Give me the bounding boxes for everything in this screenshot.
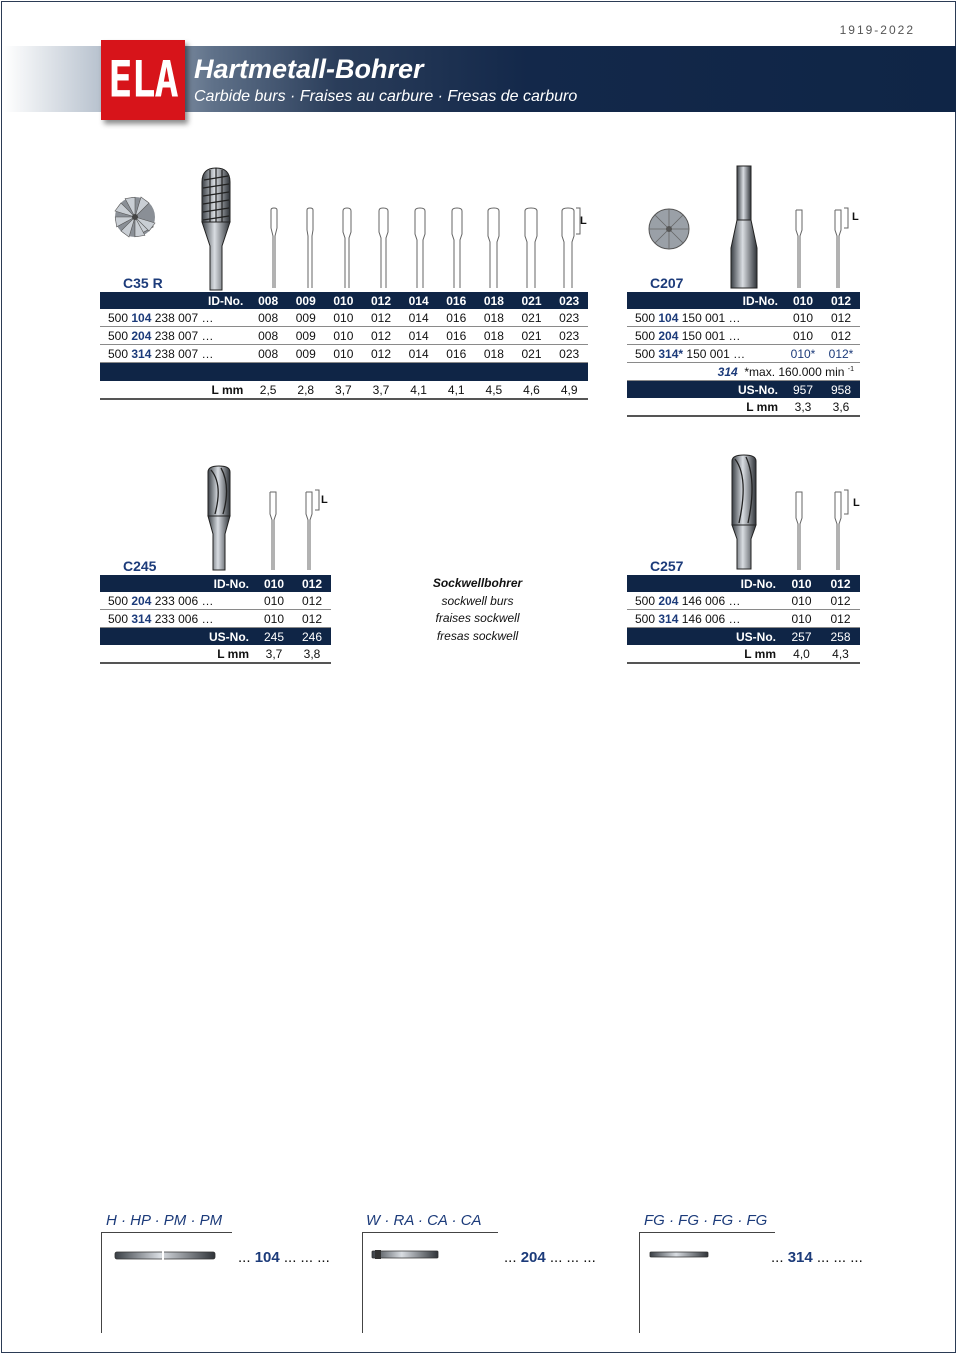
table-row [627, 327, 860, 345]
size-cell: 018 [475, 292, 513, 309]
l-value: 2,5 [249, 381, 287, 399]
us-no-label: US-No. [627, 381, 784, 399]
l-value: 3,3 [784, 398, 822, 416]
shank-types-104: H · HP · PM · PM [106, 1212, 223, 1229]
l-mm-label: L mm [100, 645, 255, 663]
value-cell: 010 [325, 309, 363, 327]
c35r-l-marker: L [580, 215, 587, 227]
value-cell: 023 [550, 327, 588, 345]
contra-angle-shank-image [372, 1249, 442, 1261]
shank-bracket-314 [639, 1232, 775, 1333]
l-mm-row [627, 645, 860, 663]
shank-code-314: ... 314 ... ... ... [771, 1249, 863, 1266]
c35r-table [100, 292, 588, 400]
l-value: 4,1 [437, 381, 475, 399]
value-cell: 010 [255, 592, 293, 610]
friction-grip-shank-image [650, 1250, 712, 1260]
size-cell: 012 [821, 575, 860, 592]
size-cell: 014 [400, 292, 438, 309]
c35r-blank-bar [100, 363, 588, 382]
value-cell: 014 [400, 345, 438, 363]
ela-logo [101, 40, 185, 120]
value-cell: 023 [550, 345, 588, 363]
c207-top-view-image [647, 207, 691, 251]
value-cell: 012 [821, 592, 860, 610]
c257-table [627, 575, 860, 664]
value-cell: 016 [437, 327, 475, 345]
size-cell: 010 [784, 292, 822, 309]
value-cell: 012 [821, 610, 860, 628]
size-cell: 010 [325, 292, 363, 309]
size-cell: 012 [293, 575, 331, 592]
article-number: 500 104 238 007 … [100, 309, 249, 327]
value-cell: 012* [822, 345, 860, 363]
value-cell: 009 [287, 309, 325, 327]
c35r-id-header-row [100, 292, 588, 309]
l-value: 4,0 [782, 645, 821, 663]
us-value: 957 [784, 381, 822, 399]
us-no-row [100, 628, 331, 646]
logo-text: ELA [108, 51, 178, 109]
l-value: 3,8 [293, 645, 331, 663]
c245-size-outlines [258, 488, 328, 572]
size-cell: 009 [287, 292, 325, 309]
page-subtitle: Carbide burs · Fraises au carbure · Fresas de carburo [194, 88, 578, 105]
size-cell: 016 [437, 292, 475, 309]
c245-l-marker: L [321, 494, 328, 506]
value-cell: 012 [822, 309, 860, 327]
l-mm-label: L mm [100, 381, 249, 399]
value-cell: 012 [822, 327, 860, 345]
table-row [627, 610, 860, 628]
table-row [100, 309, 588, 327]
l-value: 4,5 [475, 381, 513, 399]
value-cell: 014 [400, 309, 438, 327]
speed-note-row [627, 363, 860, 381]
value-cell: 021 [513, 309, 551, 327]
value-cell: 012 [362, 309, 400, 327]
l-value: 4,9 [550, 381, 588, 399]
size-cell: 010 [782, 575, 821, 592]
article-number: 500 204 238 007 … [100, 327, 249, 345]
value-cell: 023 [550, 309, 588, 327]
table-row [100, 345, 588, 363]
value-cell: 012 [362, 345, 400, 363]
sockwell-es: fresas sockwell [436, 628, 519, 643]
value-cell: 012 [362, 327, 400, 345]
c35r-label: C35 R [123, 275, 163, 291]
value-cell: 012 [293, 592, 331, 610]
table-row [100, 610, 331, 628]
value-cell: 012 [293, 610, 331, 628]
us-no-row [627, 381, 860, 399]
value-cell: 010 [255, 610, 293, 628]
c245-id-header-row [100, 575, 331, 592]
article-number: 500 104 150 001 … [627, 309, 784, 327]
c245-label: C245 [123, 558, 157, 574]
speed-note: 314 *max. 160.000 min $^{-1}$ [627, 363, 860, 381]
value-cell: 008 [249, 345, 287, 363]
c207-l-marker: L [852, 211, 859, 223]
value-cell: 008 [249, 327, 287, 345]
l-mm-label: L mm [627, 398, 784, 416]
l-value: 2,8 [287, 381, 325, 399]
l-mm-row [100, 645, 331, 663]
us-no-label: US-No. [100, 628, 255, 646]
value-cell: 010 [784, 309, 822, 327]
size-cell: 012 [822, 292, 860, 309]
size-cell: 008 [249, 292, 287, 309]
value-cell: 009 [287, 327, 325, 345]
table-row [627, 309, 860, 327]
l-mm-row [100, 381, 588, 399]
article-number: 500 314 238 007 … [100, 345, 249, 363]
id-header: ID-No. [100, 575, 255, 592]
article-number: 500 204 150 001 … [627, 327, 784, 345]
c245-table [100, 575, 331, 664]
id-header: ID-No. [100, 292, 249, 309]
value-cell: 018 [475, 345, 513, 363]
c245-bur-image [203, 464, 235, 572]
value-cell: 016 [437, 309, 475, 327]
l-value: 3,7 [362, 381, 400, 399]
page-title: Hartmetall-Bohrer [194, 54, 424, 84]
value-cell: 021 [513, 345, 551, 363]
sockwell-description [400, 575, 555, 645]
c207-table [627, 292, 860, 417]
c257-label: C257 [650, 558, 684, 574]
value-cell: 010* [784, 345, 822, 363]
l-mm-row [627, 398, 860, 416]
size-cell: 023 [550, 292, 588, 309]
us-value: 958 [822, 381, 860, 399]
id-header: ID-No. [627, 575, 782, 592]
us-value: 246 [293, 628, 331, 646]
handpiece-shank-image [115, 1250, 220, 1262]
value-cell: 018 [475, 309, 513, 327]
us-value: 258 [821, 628, 860, 646]
c207-bur-image [727, 164, 761, 290]
value-cell: 021 [513, 327, 551, 345]
shank-code-204: ... 204 ... ... ... [504, 1249, 596, 1266]
c207-id-header-row [627, 292, 860, 309]
shank-code-104: ... 104 ... ... ... [238, 1249, 330, 1266]
size-cell: 012 [362, 292, 400, 309]
article-number: 500 204 233 006 … [100, 592, 255, 610]
table-row [627, 345, 860, 363]
article-number: 500 204 146 006 … [627, 592, 782, 610]
sockwell-en: sockwell burs [441, 593, 514, 608]
size-cell: 010 [255, 575, 293, 592]
value-cell: 010 [782, 592, 821, 610]
us-value: 245 [255, 628, 293, 646]
size-cell: 021 [513, 292, 551, 309]
l-value: 3,6 [822, 398, 860, 416]
c35r-size-outlines [258, 206, 598, 290]
value-cell: 010 [325, 345, 363, 363]
c257-id-header-row [627, 575, 860, 592]
l-value: 4,6 [513, 381, 551, 399]
shank-bracket-104 [101, 1232, 232, 1333]
value-cell: 018 [475, 327, 513, 345]
c207-label: C207 [650, 275, 684, 291]
shank-types-314: FG · FG · FG · FG [644, 1212, 768, 1229]
table-row [100, 327, 588, 345]
value-cell: 016 [437, 345, 475, 363]
value-cell: 014 [400, 327, 438, 345]
table-row [100, 592, 331, 610]
value-cell: 009 [287, 345, 325, 363]
value-cell: 010 [325, 327, 363, 345]
us-no-row [627, 628, 860, 646]
c257-bur-image [727, 453, 761, 571]
years-label: 1919-2022 [839, 23, 915, 37]
article-number: 500 314 233 006 … [100, 610, 255, 628]
l-value: 4,1 [400, 381, 438, 399]
l-value: 3,7 [255, 645, 293, 663]
sockwell-de: Sockwellbohrer [432, 576, 523, 590]
l-mm-label: L mm [627, 645, 782, 663]
shank-types-204: W · RA · CA · CA [366, 1212, 482, 1229]
l-value: 3,7 [325, 381, 363, 399]
c257-l-marker: L [853, 497, 860, 509]
value-cell: 010 [784, 327, 822, 345]
c35r-bur-image [196, 166, 236, 290]
id-header: ID-No. [627, 292, 784, 309]
table-row [627, 592, 860, 610]
shank-bracket-204 [362, 1232, 498, 1333]
l-value: 4,3 [821, 645, 860, 663]
article-number: 500 314 146 006 … [627, 610, 782, 628]
value-cell: 008 [249, 309, 287, 327]
sockwell-fr: fraises sockwell [435, 611, 520, 625]
value-cell: 010 [782, 610, 821, 628]
us-value: 257 [782, 628, 821, 646]
article-number: 500 314* 150 001 … [627, 345, 784, 363]
us-no-label: US-No. [627, 628, 782, 646]
c35r-top-view-image [110, 192, 160, 242]
